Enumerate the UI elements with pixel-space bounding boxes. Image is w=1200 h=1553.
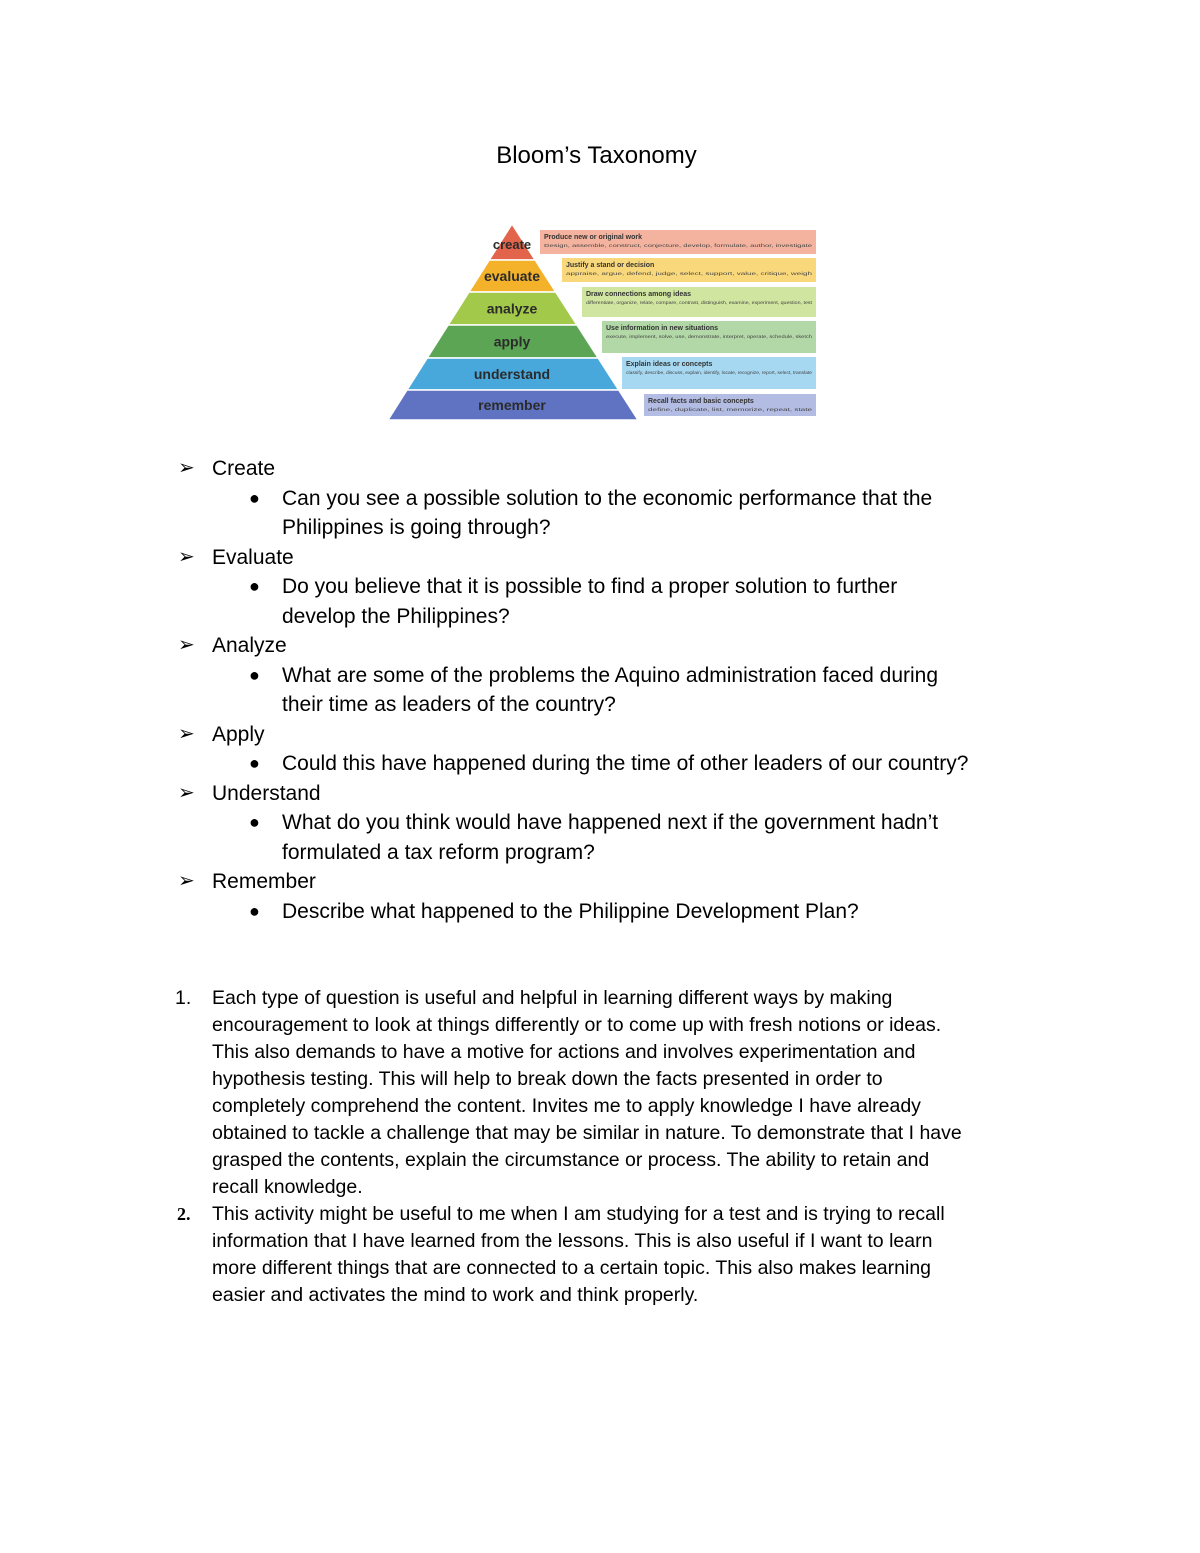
outline-question <box>178 808 1078 867</box>
bullet-dot-icon: ● <box>249 576 260 596</box>
outline-level-apply <box>178 720 1078 750</box>
question-line: Could this have happened during the time of other leaders of our country? <box>282 752 969 775</box>
pyramid-label-analyze: analyze <box>486 300 538 317</box>
outline-level-evaluate <box>178 543 1078 573</box>
arrow-bullet-icon: ➢ <box>178 781 195 804</box>
outline-level-create <box>178 454 1078 484</box>
answer-line: Each type of question is useful and helpful in learning different ways by making <box>212 987 893 1009</box>
arrow-bullet-icon: ➢ <box>178 457 195 479</box>
answers-list <box>175 985 1055 1309</box>
level-verbs-remember: define, duplicate, list, memorize, repeat, state <box>648 407 813 412</box>
level-heading-apply: Use information in new situations <box>606 325 719 332</box>
level-heading-analyze: Draw connections among ideas <box>586 291 692 298</box>
answer-line: more different things that are connected to a certain topic. This also makes learning <box>212 1257 932 1279</box>
pyramid-label-evaluate: evaluate <box>483 268 541 284</box>
outline-question <box>178 749 1078 779</box>
answer-line: This activity might be useful to me when I am studying for a test and is trying to recall <box>212 1203 945 1225</box>
answer-number: 2. <box>177 1204 191 1224</box>
question-line: Can you see a possible solution to the economic performance that the <box>282 486 933 510</box>
answer-line: completely comprehend the content. Invites me to apply knowledge I have already <box>212 1095 921 1117</box>
page-title: Bloom’s Taxonomy <box>496 142 697 169</box>
level-verbs-apply: execute, implement, solve, use, demonstrate, interpret, operate, schedule, sketch <box>606 334 813 339</box>
taxonomy-outline <box>178 454 1078 926</box>
outline-level-label: Remember <box>212 870 316 893</box>
outline-level-label: Create <box>212 457 276 480</box>
outline-level-analyze <box>178 631 1078 661</box>
answer-line: recall knowledge. <box>212 1176 363 1198</box>
question-line: develop the Philippines? <box>282 604 510 628</box>
arrow-bullet-icon: ➢ <box>178 722 195 745</box>
outline-level-label: Apply <box>212 722 265 746</box>
level-verbs-understand: classify, describe, discuss, explain, identify, locate, recognize, report, select, translate <box>626 370 813 375</box>
outline-question <box>178 661 1078 720</box>
arrow-bullet-icon: ➢ <box>178 870 195 892</box>
outline-level-understand <box>178 779 1078 809</box>
pyramid-label-understand: understand <box>473 366 551 382</box>
arrow-bullet-icon: ➢ <box>178 545 195 568</box>
question-line: Philippines is going through? <box>282 516 551 539</box>
outline-level-label: Understand <box>212 781 321 805</box>
question-line: formulated a tax reform program? <box>282 840 595 864</box>
outline-level-label: Evaluate <box>212 545 294 569</box>
answer-line: encouragement to look at things differently or to come up with fresh notions or ideas. <box>212 1014 942 1036</box>
question-line: Describe what happened to the Philippine Development Plan? <box>282 899 859 923</box>
bullet-dot-icon: ● <box>249 664 260 685</box>
outline-level-label: Analyze <box>212 634 287 657</box>
pyramid-label-create: create <box>492 237 532 252</box>
answer-line: This also demands to have a motive for actions and involves experimentation and <box>212 1041 916 1063</box>
answer-item-1 <box>175 985 1055 1201</box>
level-verbs-create: Design, assemble, construct, conjecture, develop, formulate, author, investigate <box>544 243 813 248</box>
question-line: their time as leaders of the country? <box>282 693 616 716</box>
answer-line: hypothesis testing. This will help to break down the facts presented in order to <box>212 1068 883 1090</box>
pyramid-label-remember: remember <box>478 397 546 413</box>
arrow-bullet-icon: ➢ <box>178 634 195 656</box>
answer-line: information that I have learned from the lessons. This is also useful if I want to learn <box>212 1230 933 1252</box>
blooms-pyramid-figure <box>386 222 818 422</box>
answer-line: easier and activates the mind to work and think properly. <box>212 1284 699 1306</box>
question-line: Do you believe that it is possible to find a proper solution to further <box>282 575 898 598</box>
answer-line: obtained to tackle a challenge that may be similar in nature. To demonstrate that I have <box>212 1122 962 1144</box>
bullet-dot-icon: ● <box>249 900 260 921</box>
bullet-dot-icon: ● <box>249 812 260 832</box>
answer-item-2 <box>175 1201 1055 1309</box>
level-heading-create: Produce new or original work <box>544 234 643 241</box>
bullet-dot-icon: ● <box>249 487 260 508</box>
outline-question <box>178 572 1078 631</box>
outline-level-remember <box>178 867 1078 897</box>
pyramid-graphic <box>386 222 818 422</box>
outline-question <box>178 897 1078 927</box>
pyramid-label-apply: apply <box>493 333 531 350</box>
outline-question <box>178 484 1078 543</box>
answer-line: grasped the contents, explain the circumstance or process. The ability to retain and <box>212 1149 930 1171</box>
level-heading-remember: Recall facts and basic concepts <box>648 398 754 405</box>
question-line: What are some of the problems the Aquino administration faced during <box>282 663 939 687</box>
bullet-dot-icon: ● <box>249 753 260 773</box>
level-verbs-evaluate: appraise, argue, defend, judge, select, support, value, critique, weigh <box>566 271 813 276</box>
level-verbs-analyze: differentiate, organize, relate, compare, contrast, distinguish, examine, experiment, question, test <box>586 300 813 305</box>
question-line: What do you think would have happened next if the government hadn’t <box>282 811 939 834</box>
level-heading-understand: Explain ideas or concepts <box>626 361 713 368</box>
level-heading-evaluate: Justify a stand or decision <box>566 262 655 269</box>
answer-number: 1. <box>175 987 192 1009</box>
